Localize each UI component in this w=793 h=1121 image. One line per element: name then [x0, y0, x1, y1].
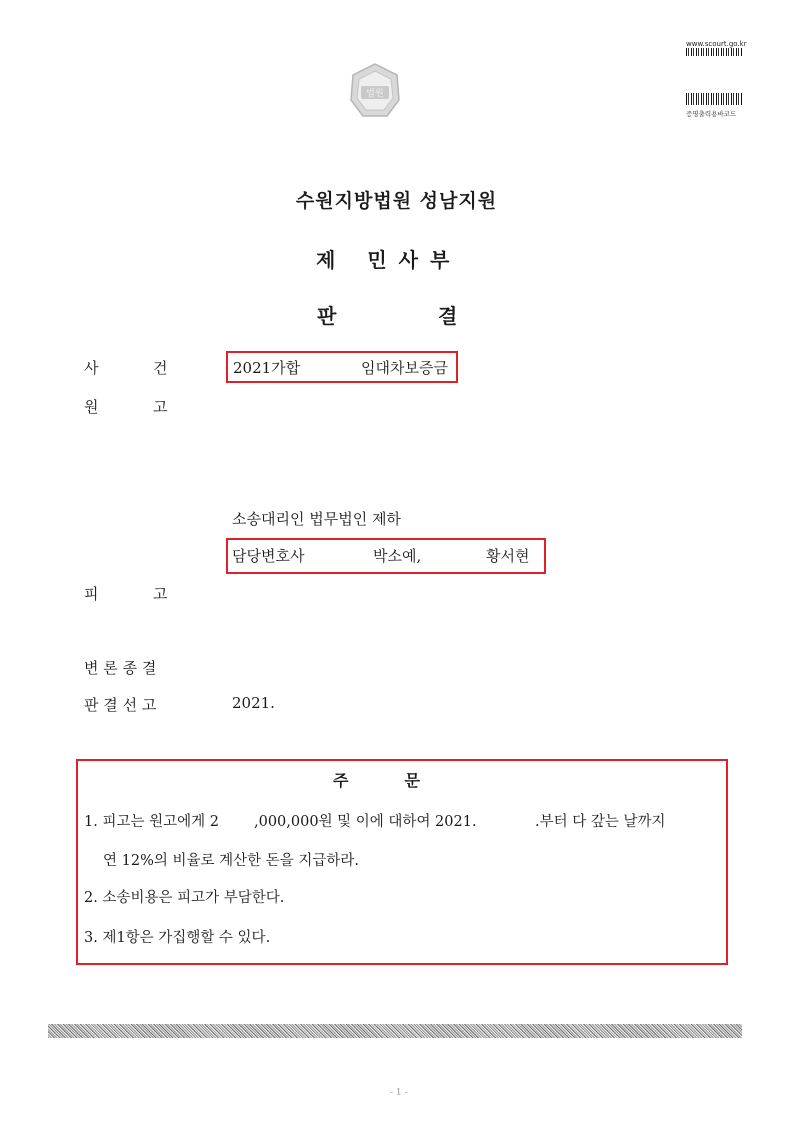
counsel: 소송대리인 법무법인 제하 [232, 510, 401, 528]
barcode-top [686, 48, 742, 56]
ruling-label [84, 694, 156, 715]
closing-char: 론 [103, 659, 118, 677]
ruling-char: 결 [103, 696, 118, 714]
barcode-label: 증명출력용바코드 [686, 110, 737, 118]
division-char: 민 [367, 248, 387, 272]
order-title-char: 주 [333, 771, 349, 790]
order-item-3: 3. 제1항은 가집행할 수 있다. [84, 930, 271, 946]
doc-type-char: 결 [438, 304, 458, 328]
site-url: www.scourt.go.kr [686, 40, 747, 48]
case-label-char: 사 [84, 359, 99, 377]
closing-char: 변 [84, 659, 99, 677]
doc-type-char: 판 [317, 304, 337, 328]
defendant-label-char: 고 [153, 585, 168, 603]
court-name: 수원지방법원 성남지원 [295, 190, 498, 212]
order-title [333, 768, 420, 791]
closing-label [84, 657, 156, 678]
ruling-char: 판 [84, 696, 99, 714]
plaintiff-label-char: 고 [153, 398, 168, 416]
footer-barcode-strip [48, 1024, 742, 1038]
order-item-1-cont: 연 12%의 비율로 계산한 돈을 지급하라. [103, 853, 359, 869]
lawyer-name: 황서현 [486, 547, 530, 565]
order-item-1-pre: 1. 피고는 원고에게 2 [84, 814, 219, 830]
ruling-char: 선 [122, 696, 138, 714]
division-name [316, 244, 449, 273]
barcode-verification [686, 93, 742, 105]
plaintiff-label-char: 원 [84, 398, 99, 416]
defendant-label-char: 피 [84, 585, 99, 603]
svg-text:법원: 법원 [366, 89, 384, 99]
order-item-2: 2. 소송비용은 피고가 부담한다. [84, 890, 285, 906]
case-label-char: 건 [153, 359, 168, 377]
court-seal-icon [349, 62, 401, 120]
order-title-char: 문 [404, 771, 420, 790]
order-item-1-amount: ,000,000원 및 이에 대하여 2021. [254, 814, 477, 830]
closing-char: 종 [122, 659, 138, 677]
division-char: 사 [398, 248, 418, 272]
lawyers-label: 담당변호사 [232, 547, 305, 565]
division-char: 부 [429, 248, 450, 272]
ruling-date: 2021. [232, 694, 275, 712]
case-number: 2021가합 [233, 359, 301, 377]
court-seal [349, 62, 401, 120]
case-name: 임대차보증금 [361, 359, 448, 377]
order-item-1-post: .부터 다 갚는 날까지 [535, 814, 666, 830]
division-char: 제 [316, 248, 336, 272]
closing-char: 결 [141, 659, 157, 677]
page-number: - 1 - [390, 1088, 408, 1098]
lawyer-name: 박소예, [373, 547, 422, 565]
ruling-char: 고 [141, 696, 157, 714]
